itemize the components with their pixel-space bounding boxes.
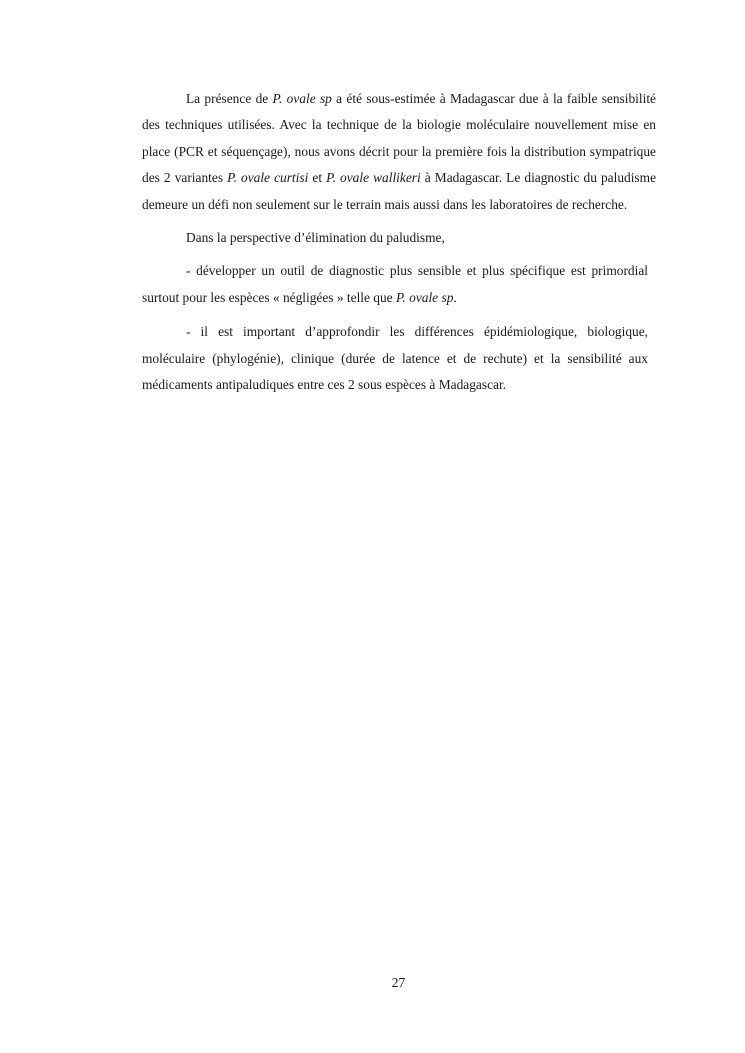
paragraph-ovale-detection — [142, 86, 656, 218]
species-name-italic: P. ovale sp — [395, 289, 454, 305]
species-name-italic: P. ovale curtisi — [227, 170, 309, 186]
paragraph-diagnostic-tool — [142, 258, 648, 311]
text-segment: La présence de — [186, 91, 273, 106]
body-text — [142, 86, 656, 398]
species-name-italic: P. ovale sp — [272, 91, 332, 106]
species-name-italic: P. ovale wallikeri — [326, 170, 421, 186]
paragraph-subspecies-differences — [142, 319, 648, 398]
text-segment: Dans la perspective d’élimination du paludisme, — [186, 230, 445, 246]
text-segment: a été sous-estimée à Madagascar due à la faible sensibilité des techniques utilisées. Avec la technique de la biologie moléculaire nouvellement mise en place (PCR et séquençage), nous avons décrit pour la première fois la distribution sympatrique des 2 variantes — [142, 91, 657, 186]
page-number: 27 — [391, 975, 406, 990]
text-segment: . — [453, 289, 457, 305]
text-segment: et — [308, 170, 327, 186]
text-segment: - il est important d’approfondir les différences épidémiologique, biologique, moléculaire (phylogénie), clinique (durée de latence et de rechute) et la sensibilité aux médicaments antipaludiques entre ces 2 sous espèces à Madagascar. — [142, 324, 648, 393]
paragraph-elimination-perspective — [142, 225, 656, 251]
text-segment: à Madagascar. Le diagnostic du paludisme demeure un défi non seulement sur le terrain mais aussi dans les laboratoires de recherche. — [142, 170, 657, 212]
text-segment: - développer un outil de diagnostic plus sensible et plus spécifique est primordial surtout pour les espèces « négligées » telle que — [142, 263, 648, 305]
